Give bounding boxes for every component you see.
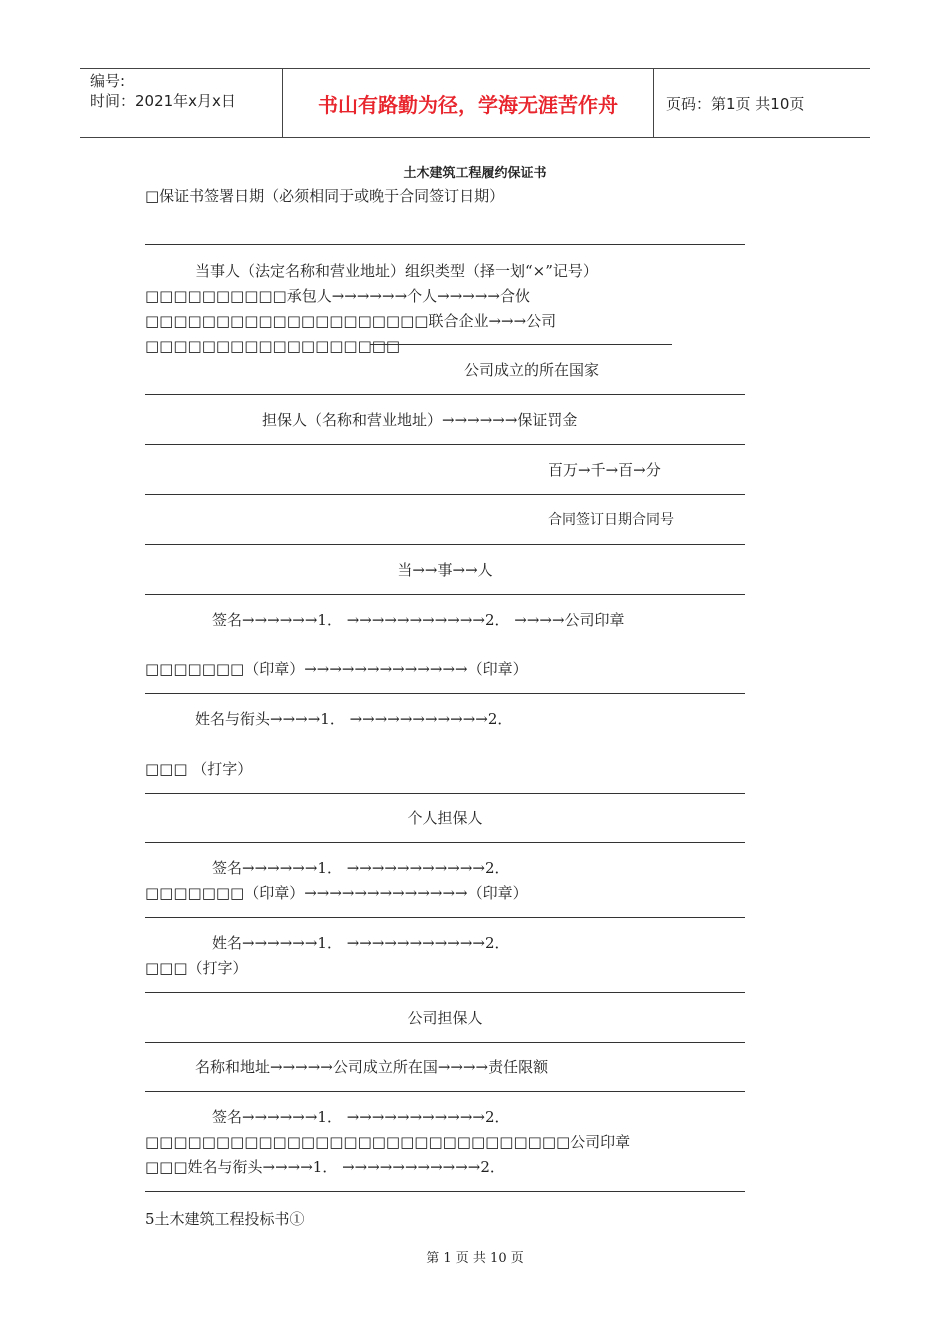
contract-date-line: 合同签订日期合同号 xyxy=(548,512,674,528)
individual-seal-line: □□□□□□□（印章）→→→→→→→→→→→→→（印章） xyxy=(145,884,528,902)
individual-surety-heading: 个人担保人 xyxy=(407,809,483,827)
divider xyxy=(145,444,745,445)
header-meta xyxy=(80,69,282,137)
divider xyxy=(145,992,745,993)
divider xyxy=(145,793,745,794)
page-header xyxy=(80,68,870,138)
divider xyxy=(145,244,745,245)
page-footer: 第 1 页 共 10 页 xyxy=(426,1251,524,1266)
divider xyxy=(145,394,745,395)
individual-typed-line: □□□（打字） xyxy=(145,959,248,977)
divider xyxy=(145,842,745,843)
amount-units: 百万→千→百→分 xyxy=(548,461,661,479)
divider xyxy=(145,917,745,918)
divider xyxy=(145,1042,745,1043)
party-type-heading: 当事人（法定名称和营业地址）组织类型（择一划“×”记号） xyxy=(195,262,598,280)
corporate-name-title-line: □□□姓名与衔头→→→→1． →→→→→→→→→→→2． xyxy=(145,1158,505,1176)
individual-name-line: 姓名→→→→→→1． →→→→→→→→→→→2． xyxy=(212,934,510,952)
header-page-info: 页码：第1页 共10页 xyxy=(666,94,805,113)
header-motto: 书山有路勤为径，学海无涯苦作舟 xyxy=(282,69,654,137)
divider xyxy=(145,594,745,595)
surety-line: 担保人（名称和营业地址）→→→→→→保证罚金 xyxy=(262,411,578,429)
time-label: 时间：2021年x月x日 xyxy=(90,92,236,110)
divider xyxy=(145,544,745,545)
party-type-row-3: □□□□□□□□□□□□□□□□□□ xyxy=(145,337,401,355)
number-label: 编号: xyxy=(90,72,126,90)
corporate-seal-line: □□□□□□□□□□□□□□□□□□□□□□□□□□□□□□公司印章 xyxy=(145,1133,631,1151)
party-name-title-line: 姓名与衔头→→→→1． →→→→→→→→→→→2． xyxy=(195,710,513,728)
signing-date-line: □保证书签署日期（必须相同于或晚于合同签订日期） xyxy=(145,187,505,205)
short-rule xyxy=(370,344,672,345)
party-type-row-2: □□□□□□□□□□□□□□□□□□□□联合企业→→→公司 xyxy=(145,312,557,330)
divider xyxy=(145,693,745,694)
country-label: 公司成立的所在国家 xyxy=(464,361,600,379)
divider xyxy=(145,1091,745,1092)
divider xyxy=(145,1191,745,1192)
corporate-name-line: 名称和地址→→→→→公司成立所在国→→→→责任限额 xyxy=(195,1058,549,1076)
party-signature-line: 签名→→→→→→1． →→→→→→→→→→→2． →→→→公司印章 xyxy=(212,611,625,629)
next-section-title: 5土木建筑工程投标书① xyxy=(145,1210,305,1228)
party-type-row-1: □□□□□□□□□□承包人→→→→→→个人→→→→→合伙 xyxy=(145,287,530,305)
corporate-signature-line: 签名→→→→→→1． →→→→→→→→→→→2． xyxy=(212,1108,510,1126)
party-seal-line: □□□□□□□（印章）→→→→→→→→→→→→→（印章） xyxy=(145,660,528,678)
party-typed-line: □□□ （打字） xyxy=(145,760,253,778)
party-heading: 当→→事→→人 xyxy=(397,561,493,579)
document-title: 土木建筑工程履约保证书 xyxy=(403,166,547,181)
individual-signature-line: 签名→→→→→→1． →→→→→→→→→→→2． xyxy=(212,859,510,877)
divider xyxy=(145,494,745,495)
corporate-surety-heading: 公司担保人 xyxy=(407,1009,483,1027)
